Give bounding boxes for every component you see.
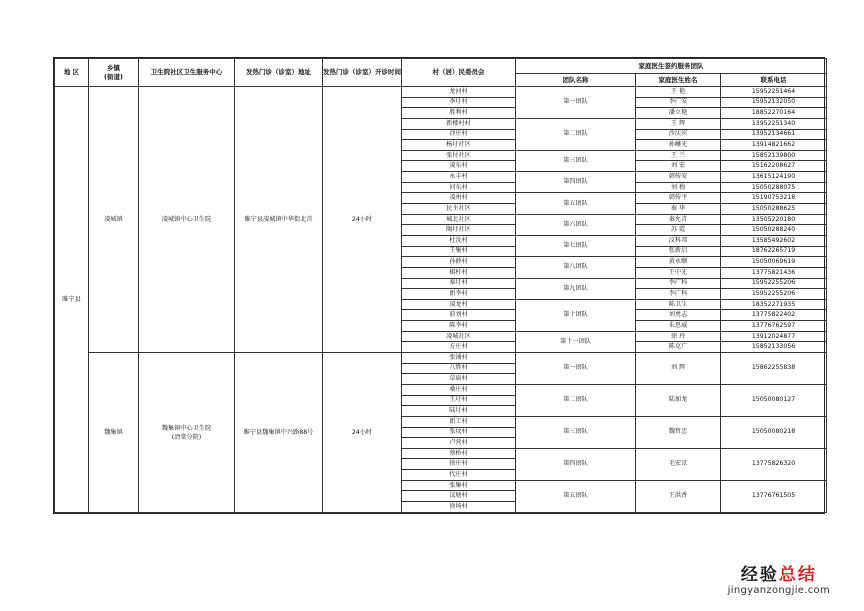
village-cell: 秦圩村 xyxy=(402,278,516,289)
phone-cell: 18852270164 xyxy=(721,108,827,119)
phone-cell: 13776761505 xyxy=(721,480,827,512)
village-cell: 新工村 xyxy=(402,416,516,427)
doctor-name-cell: 魏哲忠 xyxy=(636,416,721,448)
village-cell: 代庄村 xyxy=(402,470,516,481)
family-doctor-roster-table xyxy=(54,58,827,513)
village-cell: 河东村 xyxy=(402,182,516,193)
doctor-name-cell: 朱思威 xyxy=(636,321,721,332)
village-cell: 季圩村 xyxy=(402,97,516,108)
village-cell: 凌州村 xyxy=(402,193,516,204)
header-phone: 联系电话 xyxy=(721,74,827,87)
doctor-name-cell: 张新启 xyxy=(636,246,721,257)
header-village: 村（居）民委员会 xyxy=(402,59,516,87)
village-cell: 沙庄村 xyxy=(402,129,516,140)
village-cell: 新楼村村 xyxy=(402,118,516,129)
clinic-hours-cell: 24小时 xyxy=(323,87,402,353)
village-cell: 棋杆村 xyxy=(402,267,516,278)
phone-cell: 13775826320 xyxy=(721,448,827,480)
team-name-cell: 第四团队 xyxy=(516,448,636,480)
village-cell: 凌城社区 xyxy=(402,331,516,342)
village-cell: 方庄村 xyxy=(402,342,516,353)
phone-cell: 15050288240 xyxy=(721,225,827,236)
phone-cell: 15952255206 xyxy=(721,278,827,289)
phone-cell: 18762265719 xyxy=(721,246,827,257)
village-cell: 民主社区 xyxy=(402,204,516,215)
doctor-name-cell: 王 艳 xyxy=(636,87,721,98)
table-row xyxy=(55,353,827,364)
village-cell: 徐场村 xyxy=(402,501,516,512)
team-name-cell: 第五团队 xyxy=(516,193,636,214)
clinic-address-cell: 睢宁县凌城镇中华街北首 xyxy=(235,87,323,353)
watermark-logo-text xyxy=(728,565,830,585)
doctor-name-cell: 王洪香 xyxy=(636,480,721,512)
village-cell: 孙薛村 xyxy=(402,257,516,268)
team-name-cell: 第八团队 xyxy=(516,257,636,278)
phone-cell: 13952134661 xyxy=(721,129,827,140)
doctor-name-cell: 韩传平 xyxy=(636,193,721,204)
village-cell: 桑庄村 xyxy=(402,384,516,395)
village-cell: 胜利村 xyxy=(402,108,516,119)
doctor-name-cell: 黄永顺 xyxy=(636,257,721,268)
phone-cell: 13505220180 xyxy=(721,214,827,225)
phone-cell: 15050288625 xyxy=(721,204,827,215)
phone-cell: 13615124190 xyxy=(721,172,827,183)
header-town: 乡镇 (街道) xyxy=(89,59,139,87)
doctor-name-cell: 王 兰 xyxy=(636,150,721,161)
team-name-cell: 第十团队 xyxy=(516,299,636,331)
phone-cell: 18352271935 xyxy=(721,299,827,310)
team-name-cell: 第三团队 xyxy=(516,416,636,448)
phone-cell: 15952255206 xyxy=(721,289,827,300)
doctor-name-cell: 潘立艳 xyxy=(636,108,721,119)
doctor-name-cell: 秦允青 xyxy=(636,214,721,225)
village-cell: 杨圩社区 xyxy=(402,140,516,151)
village-cell: 新李村 xyxy=(402,289,516,300)
watermark-url: jingyanzongjie.com xyxy=(727,585,830,596)
doctor-name-cell: 陈卫生 xyxy=(636,299,721,310)
village-cell: 龙河村 xyxy=(402,87,516,98)
village-cell: 杜沈村 xyxy=(402,235,516,246)
watermark-highlight: 总结 xyxy=(778,565,817,585)
village-cell: 张坟村 xyxy=(402,427,516,438)
phone-cell: 13914821662 xyxy=(721,140,827,151)
phone-cell: 15050288075 xyxy=(721,182,827,193)
doctor-name-cell: 韩传安 xyxy=(636,172,721,183)
doctor-name-cell: 李广科 xyxy=(636,289,721,300)
village-cell: 王圩村 xyxy=(402,395,516,406)
doctor-name-cell: 王中光 xyxy=(636,267,721,278)
village-cell: 凌龙村 xyxy=(402,299,516,310)
table-row xyxy=(55,87,827,98)
phone-cell: 15050080127 xyxy=(721,384,827,416)
village-cell: 陶圩社区 xyxy=(402,225,516,236)
phone-cell: 13776762597 xyxy=(721,321,827,332)
phone-cell: 15852133056 xyxy=(721,342,827,353)
doctor-name-cell: 刘勇志 xyxy=(636,310,721,321)
header-team-name: 团队名称 xyxy=(516,74,636,87)
doctor-name-cell: 李广安 xyxy=(636,97,721,108)
team-name-cell: 第七团队 xyxy=(516,235,636,256)
header-family-doctor-group: 家庭医生签约服务团队 xyxy=(516,59,827,74)
village-cell: 陈李村 xyxy=(402,321,516,332)
phone-cell: 15852139800 xyxy=(721,150,827,161)
phone-cell: 13775821436 xyxy=(721,267,827,278)
clinic-hours-cell: 24小时 xyxy=(323,353,402,513)
phone-cell: 15952132050 xyxy=(721,97,827,108)
doctor-name-cell: 刘 宏 xyxy=(636,161,721,172)
phone-cell: 13952251340 xyxy=(721,118,827,129)
doctor-name-cell: 孙曦光 xyxy=(636,140,721,151)
phone-cell: 13912024877 xyxy=(721,331,827,342)
team-name-cell: 第二团队 xyxy=(516,118,636,150)
doctor-name-cell: 陆加龙 xyxy=(636,384,721,416)
doctor-name-cell: 李广科 xyxy=(636,278,721,289)
team-name-cell: 第一团队 xyxy=(516,353,636,385)
village-cell: 徐庄村 xyxy=(402,459,516,470)
village-cell: 张付社区 xyxy=(402,150,516,161)
village-cell: 永丰村 xyxy=(402,172,516,183)
phone-cell: 13775822402 xyxy=(721,310,827,321)
team-name-cell: 第五团队 xyxy=(516,480,636,512)
health-center-cell: 魏集镇中心卫生院 (清棠分院) xyxy=(139,353,235,513)
site-watermark xyxy=(728,565,830,597)
village-cell: 汶塘村 xyxy=(402,491,516,502)
doctor-name-cell: 沙庆宾 xyxy=(636,129,721,140)
doctor-name-cell: 陈克广 xyxy=(636,342,721,353)
phone-cell: 15050069619 xyxy=(721,257,827,268)
phone-cell: 15050080218 xyxy=(721,416,827,448)
village-cell: 草庙村 xyxy=(402,374,516,385)
village-cell: 张集村 xyxy=(402,480,516,491)
phone-cell: 13585492602 xyxy=(721,235,827,246)
team-name-cell: 第十一团队 xyxy=(516,331,636,352)
village-cell: 陆圩村 xyxy=(402,406,516,417)
team-name-cell: 第三团队 xyxy=(516,150,636,171)
doctor-name-cell: 苏 霞 xyxy=(636,225,721,236)
team-name-cell: 第四团队 xyxy=(516,172,636,193)
doctor-name-cell: 汶科邦 xyxy=(636,235,721,246)
town-cell: 凌城镇 xyxy=(89,87,139,353)
team-name-cell: 第二团队 xyxy=(516,384,636,416)
roster-body xyxy=(55,87,827,513)
watermark-prefix: 经验 xyxy=(740,565,779,585)
phone-cell: 15190753218 xyxy=(721,193,827,204)
clinic-address-cell: 睢宁县魏集镇中兴路88号 xyxy=(235,353,323,513)
village-cell: 张铺村 xyxy=(402,353,516,364)
region-cell: 睢宁县 xyxy=(55,87,89,513)
phone-cell: 15162208627 xyxy=(721,161,827,172)
header-region: 地 区 xyxy=(55,59,89,87)
team-name-cell: 第一团队 xyxy=(516,87,636,119)
doctor-name-cell: 徐 玲 xyxy=(636,331,721,342)
team-name-cell: 第九团队 xyxy=(516,278,636,299)
village-cell: 八姓村 xyxy=(402,363,516,374)
village-cell: 城北社区 xyxy=(402,214,516,225)
roster-table-frame xyxy=(53,57,825,514)
header-clinic-address: 发热门诊（诊室）地址 xyxy=(235,59,323,87)
village-cell: 王集村 xyxy=(402,246,516,257)
phone-cell: 15862255838 xyxy=(721,353,827,385)
header-doctor-name: 家庭医生姓名 xyxy=(636,74,721,87)
town-cell: 魏集镇 xyxy=(89,353,139,513)
doctor-name-cell: 刘 辉 xyxy=(636,353,721,385)
health-center-cell: 凌城镇中心卫生院 xyxy=(139,87,235,353)
village-cell: 前刘村 xyxy=(402,310,516,321)
header-health-center: 卫生院社区卫生服务中心 xyxy=(139,59,235,87)
team-name-cell: 第六团队 xyxy=(516,214,636,235)
doctor-name-cell: 毛宏京 xyxy=(636,448,721,480)
village-cell: 凌东村 xyxy=(402,161,516,172)
village-cell: 蔡桥村 xyxy=(402,448,516,459)
doctor-name-cell: 秦 华 xyxy=(636,204,721,215)
doctor-name-cell: 王 辉 xyxy=(636,118,721,129)
phone-cell: 15952251464 xyxy=(721,87,827,98)
header-clinic-hours: 发热门诊（诊室）开诊时间 xyxy=(323,59,402,87)
village-cell: 卢营村 xyxy=(402,438,516,449)
doctor-name-cell: 刘 梅 xyxy=(636,182,721,193)
